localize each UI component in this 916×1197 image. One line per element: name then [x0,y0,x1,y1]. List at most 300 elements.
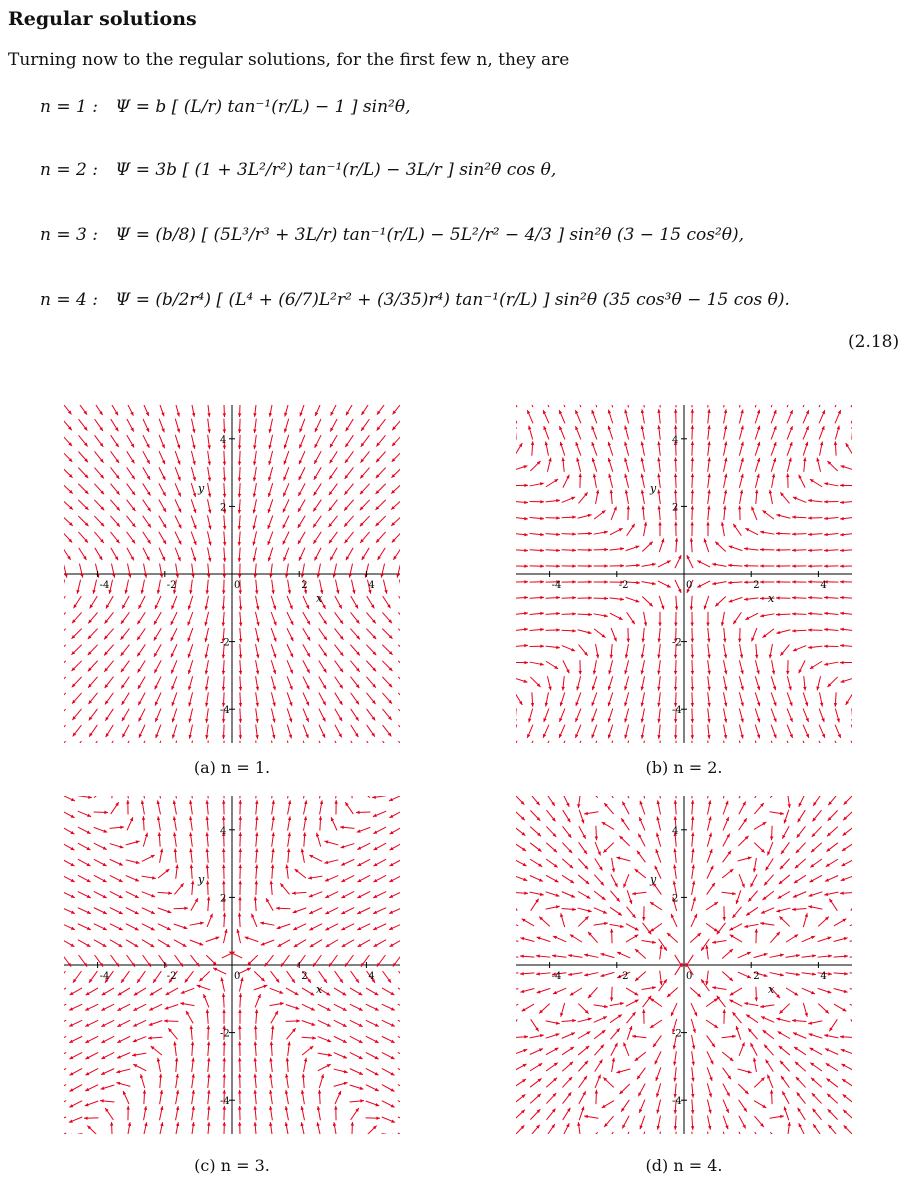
vector-arrow [530,843,541,852]
vector-arrow [641,425,645,439]
vector-arrow [516,972,518,975]
arrow-shaft [398,988,400,995]
vector-arrow [319,628,327,640]
vector-arrow [641,442,645,456]
vector-arrow [787,405,793,407]
vector-arrow [123,1091,129,1104]
vector-arrow [697,581,710,587]
y-tick-label: -4 [220,1096,230,1108]
vector-arrow [393,548,400,560]
vector-arrow [89,971,97,983]
vector-arrow [205,708,208,722]
arrow-head [610,655,613,659]
arrow-head [103,829,107,832]
vector-arrow [287,1042,290,1056]
vector-arrow [287,612,293,625]
arrow-head [267,525,270,529]
vector-arrow [704,596,709,610]
vector-arrow [516,410,517,424]
arrow-head [254,1025,257,1029]
vector-arrow [298,483,305,496]
vector-arrow [644,522,648,536]
vector-arrow [578,1046,589,1055]
vector-arrow [626,935,638,942]
vector-arrow [366,612,375,623]
vector-arrow [579,842,587,854]
vector-arrow [319,1074,324,1088]
x-tick-label: 4 [368,580,375,591]
vector-arrow [283,499,289,512]
arrow-head [740,490,743,494]
vector-arrow [588,987,598,998]
vector-arrow [546,1063,558,1071]
arrow-shaft [272,741,275,743]
vector-arrow [624,708,628,722]
arrow-head [760,531,764,534]
arrow-shaft [64,612,66,623]
equation-label: n = 2 : [40,160,98,180]
arrow-head [641,735,644,739]
vector-arrow [707,506,710,520]
vector-arrow [516,741,517,743]
vector-arrow [739,458,744,472]
arrow-shaft [64,596,65,608]
arrow-head [706,623,709,627]
arrow-head [738,639,741,643]
vector-arrow [824,662,838,666]
vector-arrow [143,532,151,544]
arrow-head [658,522,661,526]
vector-arrow [398,693,400,703]
vector-arrow [366,677,375,688]
vector-arrow [64,1068,66,1075]
vector-arrow [335,628,344,639]
arrow-head [592,702,595,706]
vector-arrow [90,596,98,608]
vector-arrow [840,580,852,583]
vector-arrow [389,924,400,930]
vector-arrow [627,612,635,624]
arrow-head [773,442,776,446]
arrow-head [604,548,608,551]
vector-arrow [799,475,805,488]
arrow-shaft [516,920,518,926]
vector-arrow [295,869,306,878]
vector-arrow [357,908,370,914]
vector-arrow [88,612,97,623]
vector-arrow [89,741,97,743]
y-tick-label: -2 [672,637,682,649]
vector-arrow [635,1052,646,1061]
arrow-head [596,490,599,494]
vector-arrow [530,1078,541,1087]
vector-arrow [547,458,551,472]
arrow-head [808,580,812,583]
vector-arrow [367,709,376,721]
x-tick-label: 0 [234,580,241,591]
y-tick-label: 4 [672,434,679,446]
arrow-head [792,515,796,518]
arrow-head [236,929,239,933]
vector-arrow [723,506,726,520]
vector-arrow [559,405,565,407]
vector-arrow [539,1004,550,1014]
vector-arrow [223,451,226,465]
vector-arrow [206,580,209,594]
vector-arrow [223,913,226,927]
vector-arrow [222,596,225,610]
arrow-head [292,891,296,894]
vector-arrow [138,693,145,706]
vector-arrow [314,483,322,495]
vector-arrow [319,725,325,738]
vector-arrow [207,1058,210,1072]
arrow-shaft [383,741,391,743]
vector-arrow [398,1004,400,1010]
vector-arrow [816,458,820,472]
vector-arrow [376,468,386,478]
arrow-head [555,893,559,896]
vector-arrow [724,725,728,739]
arrow-shaft [64,1101,66,1108]
arrow-head [604,531,608,534]
plot-svg [516,405,852,743]
arrow-head [608,686,611,690]
vector-arrow [707,409,710,423]
vector-arrow [351,612,360,623]
vector-arrow [341,875,354,882]
vector-arrow [575,709,581,722]
vector-arrow [559,709,565,722]
vector-arrow [144,564,148,578]
vector-arrow [172,709,177,723]
vector-arrow [546,1078,557,1088]
vector-arrow [68,1133,82,1134]
vector-arrow [342,940,354,947]
arrow-head [300,1122,303,1126]
arrow-head [238,429,241,433]
plot-svg [64,796,400,1134]
arrow-shaft [527,405,533,407]
arrow-shaft [755,405,759,407]
arrow-head [288,816,291,820]
arrow-head [126,800,129,804]
arrow-head [588,532,592,535]
vector-arrow [351,725,359,737]
vector-arrow [175,548,181,561]
vector-arrow [64,859,75,866]
arrow-head [524,644,528,647]
vector-arrow [724,458,728,472]
arrow-head [220,977,223,981]
vector-arrow [808,549,822,552]
arrow-head [593,670,596,674]
vector-arrow [520,972,534,975]
vector-arrow [174,924,188,929]
vector-arrow [545,442,549,456]
vector-arrow [575,692,580,706]
arrow-head [200,922,204,925]
vector-arrow [325,876,338,882]
vector-arrow [94,516,104,526]
vector-arrow [95,435,104,447]
vector-arrow [143,419,149,432]
vector-arrow [143,516,151,528]
arrow-head [284,461,287,465]
vector-arrow [771,405,776,407]
arrow-shaft [156,741,161,743]
vector-arrow [72,661,82,671]
vector-arrow [382,629,392,639]
vector-arrow [641,676,645,690]
vector-arrow [603,1077,613,1087]
vector-arrow [271,832,274,846]
vector-arrow [149,1021,163,1026]
arrow-head [157,590,160,594]
vector-arrow [361,435,370,447]
vector-arrow [126,800,129,814]
vector-arrow [760,548,774,551]
vector-arrow [579,1076,587,1088]
x-tick-label: 2 [301,971,308,982]
vector-arrow [64,516,73,526]
vector-arrow [64,1004,66,1010]
vector-arrow [383,971,391,983]
vector-arrow [740,490,744,504]
vector-arrow [584,954,598,958]
vector-arrow [755,490,758,504]
arrow-head [148,1036,152,1039]
vector-arrow [223,483,226,497]
vector-arrow [238,483,241,497]
vector-arrow [70,988,83,995]
arrow-head [824,533,828,536]
vector-arrow [134,988,146,995]
arrow-head [808,596,812,599]
arrow-head [126,1106,129,1110]
vector-arrow [622,1116,629,1129]
vector-arrow [366,645,376,655]
arrow-head [808,549,812,552]
vector-arrow [69,1101,82,1108]
vector-arrow [398,629,400,639]
arrow-head [223,1042,226,1046]
vector-arrow [846,443,852,455]
vector-arrow [578,1031,590,1038]
arrow-head [572,596,576,599]
vector-arrow [356,811,370,814]
vector-arrow [738,506,741,520]
arrow-shaft [399,596,400,608]
vector-arrow [604,803,613,814]
vector-arrow [621,818,629,830]
vector-arrow [272,816,275,830]
vector-arrow [303,741,308,743]
vector-arrow [840,564,852,567]
vector-arrow [516,796,524,805]
vector-arrow [808,628,822,631]
vector-arrow [840,549,852,552]
vector-arrow [771,676,776,690]
arrow-shaft [623,796,629,798]
vector-arrow [351,1108,359,1120]
vector-arrow [516,1035,528,1038]
vector-arrow [346,548,353,560]
arrow-shaft [64,971,65,983]
vector-arrow [84,1116,98,1119]
arrow-shaft [640,1132,644,1134]
arrow-head [289,702,292,706]
arrow-head [840,644,844,647]
vector-arrow [94,843,107,849]
vector-arrow [787,410,793,423]
arrow-head [304,800,307,804]
vector-arrow [222,800,225,814]
arrow-head [537,990,541,993]
vector-arrow [610,613,623,620]
vector-arrow [851,741,852,743]
vector-arrow [546,843,557,853]
arrow-head [724,719,727,723]
vector-arrow [206,796,209,798]
vector-arrow [674,741,677,743]
arrow-shaft [272,796,274,798]
arrow-head [238,478,241,482]
arrow-head [769,654,772,658]
vector-arrow [268,451,272,465]
vector-arrow [283,483,289,496]
arrow-head [674,655,677,659]
vector-arrow [94,796,104,798]
vector-arrow [367,596,375,608]
vector-arrow [562,564,576,567]
arrow-head [223,478,226,482]
vector-arrow [641,708,645,722]
arrow-shaft [224,741,225,743]
vector-arrow [318,1064,331,1070]
vector-arrow [207,435,210,449]
vector-arrow [104,645,113,656]
vector-arrow [223,1042,226,1056]
vector-arrow [173,816,177,830]
vector-arrow [303,660,310,673]
vector-arrow [175,483,181,496]
vector-arrow [366,1036,379,1043]
arrow-head [757,410,760,414]
arrow-head [772,474,775,478]
vector-arrow [223,929,227,943]
vector-arrow [73,741,81,743]
vector-arrow [288,580,291,594]
vector-arrow [253,405,256,417]
arrow-head [627,506,630,510]
vector-arrow [658,522,661,536]
vector-arrow [824,482,838,486]
vector-arrow [398,1052,400,1059]
plot-svg [516,796,852,1134]
vector-arrow [238,531,241,545]
vector-arrow [530,1094,541,1104]
vector-arrow [546,859,558,867]
vector-arrow [64,1036,66,1042]
x-tick-label: 2 [301,580,308,591]
vector-arrow [206,881,209,895]
arrow-head [206,881,209,885]
vector-arrow [269,1058,272,1072]
vector-arrow [624,741,628,743]
vector-arrow [303,676,309,689]
vector-arrow [547,1124,555,1134]
vector-arrow [303,628,310,640]
vector-arrow [603,843,613,853]
vector-arrow [659,538,664,552]
vector-arrow [310,940,322,947]
arrow-head [311,1023,315,1026]
vector-arrow [366,988,378,995]
vector-arrow [159,1122,163,1134]
vector-arrow [745,613,758,620]
arrow-head [157,1058,160,1062]
arrow-head [757,734,760,738]
vector-arrow [104,629,113,640]
vector-arrow [239,816,242,830]
vector-arrow [191,499,196,513]
vector-arrow [623,1132,629,1134]
arrow-head [208,509,211,513]
vector-arrow [398,645,400,655]
vector-arrow [238,1074,241,1088]
vector-arrow [546,549,560,552]
vector-arrow [840,644,852,647]
vector-arrow [254,1042,257,1056]
vector-arrow [171,612,177,625]
vector-arrow [111,548,118,560]
arrow-head [85,1103,89,1106]
arrow-head [608,718,611,722]
vector-arrow [88,629,98,639]
vector-arrow [164,1019,178,1022]
vector-arrow [739,708,743,722]
vector-arrow [624,409,628,423]
arrow-head [301,574,304,578]
vector-arrow [546,1093,556,1103]
arrow-head [193,509,196,513]
vector-arrow [222,660,225,674]
arrow-head [556,628,560,631]
vector-arrow [612,1058,616,1072]
x-tick-label: -4 [99,971,110,982]
arrow-shaft [642,405,644,407]
arrow-head [556,533,560,536]
vector-arrow [559,725,565,738]
arrow-head [608,410,611,414]
vector-arrow [351,741,358,743]
vector-arrow [117,1036,130,1042]
vector-arrow [111,532,120,543]
arrow-head [592,458,595,462]
vector-arrow [159,499,166,511]
vector-arrow [516,955,518,958]
vector-arrow [288,796,292,798]
vector-arrow [286,1019,300,1022]
vector-arrow [543,725,549,738]
vector-arrow [123,741,130,743]
vector-arrow [366,1068,379,1075]
vector-arrow [254,985,268,990]
arrow-head [635,545,639,548]
vector-arrow [172,725,177,739]
vector-arrow [373,875,386,882]
